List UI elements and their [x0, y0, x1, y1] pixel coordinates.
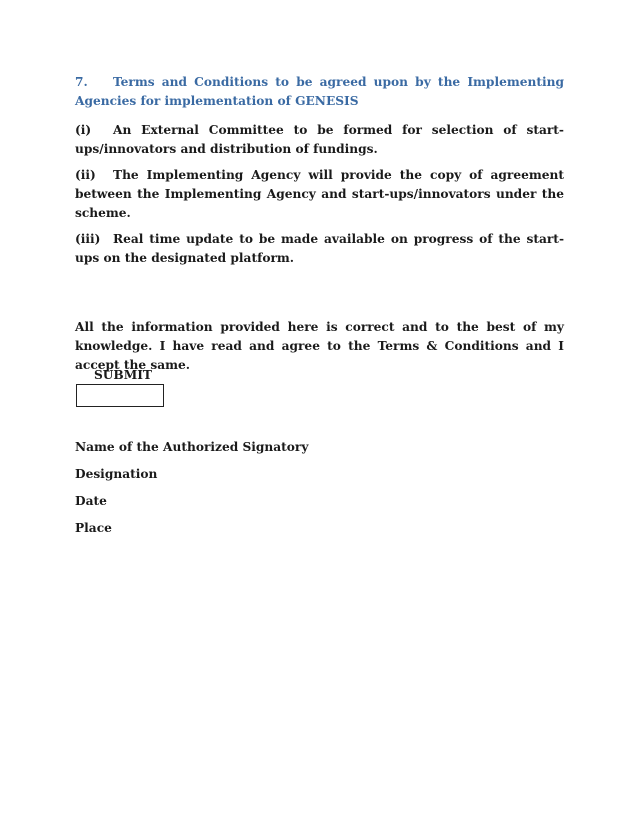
signatory-name-label: Name of the Authorized Signatory — [75, 440, 309, 454]
place-label: Place — [75, 521, 112, 535]
list-item-text: The Implementing Agency will provide the copy of agreement between the Implementing Agency and start-ups/innovators under the scheme. — [75, 168, 564, 220]
section-number: 7. — [75, 75, 88, 89]
list-item-number: (ii) — [75, 168, 96, 182]
list-item-number: (i) — [75, 123, 92, 137]
list-item-text: Real time update to be made available on progress of the start-ups on the designated platform. — [75, 232, 564, 265]
document-page — [75, 73, 564, 535]
list-item — [75, 121, 564, 159]
list-item — [75, 230, 564, 268]
designation-label: Designation — [75, 467, 158, 481]
list-item-text: An External Committee to be formed for selection of start-ups/innovators and distribution of fundings. — [75, 123, 564, 156]
section-title: Terms and Conditions to be agreed upon by the Implementing Agencies for implementation of GENESIS — [75, 75, 564, 108]
declaration-text: All the information provided here is correct and to the best of my knowledge. I have read and agree to the Terms & Conditions and I accept the same. — [75, 320, 564, 373]
list-item — [75, 166, 564, 223]
date-label: Date — [75, 494, 107, 508]
section-heading — [75, 73, 564, 111]
submit-label: SUBMIT — [94, 368, 152, 382]
submit-button[interactable] — [76, 384, 164, 407]
list-item-number: (iii) — [75, 232, 101, 246]
